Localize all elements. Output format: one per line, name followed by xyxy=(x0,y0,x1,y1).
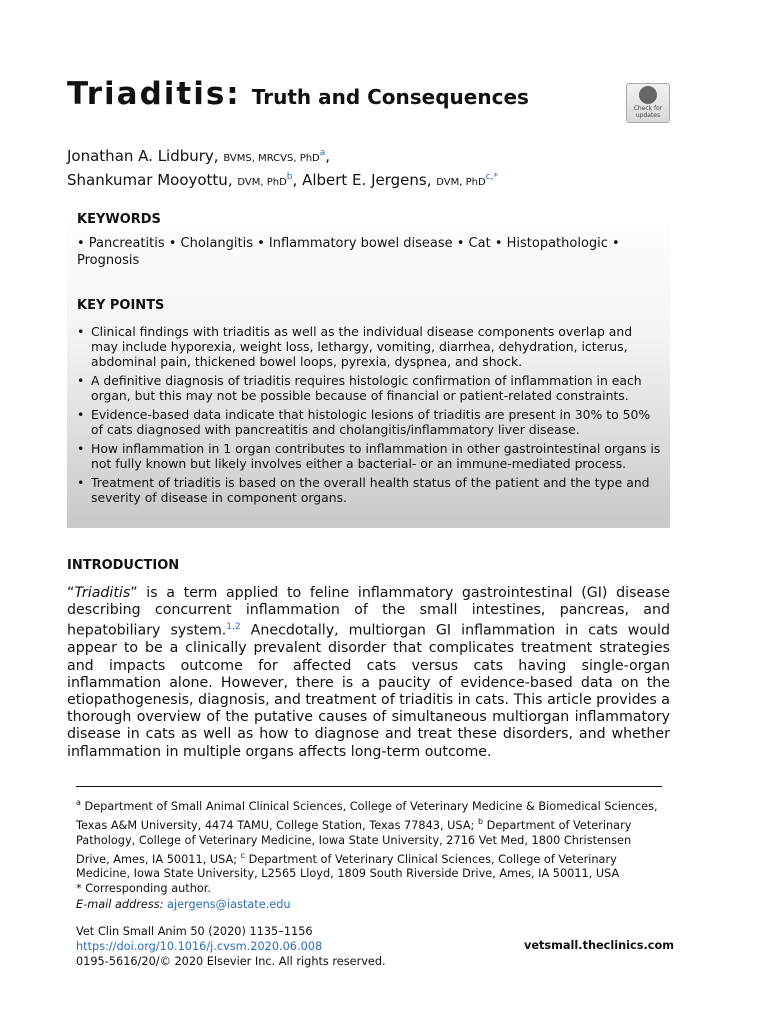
affiliation-a: Department of Small Animal Clinical Sciences, College of Veterinary Medicine & Biomedical Sciences, Texas A&M University, 4474 TAMU, College Station, Texas 77843, USA; xyxy=(76,799,658,832)
check-updates-icon xyxy=(639,86,657,104)
keywords-list: • Pancreatitis • Cholangitis • Inflammatory bowel disease • Cat • Histopathologic • Prognosis xyxy=(77,236,620,268)
title-main: Triaditis: xyxy=(67,76,241,112)
author-line-1: Jonathan A. Lidbury, BVMS, MRCVS, PhD$^a$, xyxy=(67,147,331,165)
email-label: E-mail address: xyxy=(76,898,164,911)
key-points-heading: KEY POINTS xyxy=(77,298,165,313)
key-points-list xyxy=(77,324,662,509)
introduction-heading: INTRODUCTION xyxy=(67,558,180,573)
introduction-paragraph: “Triaditis” is a term applied to feline inflammatory gastrointestinal (GI) disease describing concurrent inflammation of the small intestines, pancreas, and hepatobiliary system.$^{1,2}$ Anecdotally, multiorgan GI inflammation in cats would appear to be a clinically prevalent disorder that complicates treatment strategies and impacts outcome for affected cats versus cats having single-organ inflammation alone. However, there is a paucity of evidence-based data on the etiopathogenesis, diagnosis, and treatment of triaditis in cats. This article provides a thorough overview of the putative causes of simultaneous multiorgan inflammatory disease in cats as well as how to diagnose and treat these disorders, and whether inflammation in multiple organs affects long-term outcome. xyxy=(67,585,670,760)
term-triaditis: Triaditis xyxy=(74,585,131,601)
title-subtitle: Truth and Consequences xyxy=(251,85,529,109)
badge-line2: updates xyxy=(635,112,661,119)
author-name: Jonathan A. Lidbury, xyxy=(67,147,219,165)
badge-line1: Check for xyxy=(633,105,663,112)
author-degrees: DVM, PhD xyxy=(237,177,287,188)
key-point: • Clinical findings with triaditis as well as the individual disease components overlap and may include hyporexia, weight loss, lethargy, vomiting, diarrhea, dehydration, icterus, abdominal pain, thickened bowel loops, pyrexia, dyspnea, and shock. xyxy=(77,324,662,369)
intro-text-1: ” is a term applied to feline inflammatory gastrointestinal (GI) disease describing concurrent inflammation of the small intestines, pancreas, and hepatobiliary system. xyxy=(67,585,670,640)
affiliation-b: Department of Veterinary Pathology, College of Veterinary Medicine, Iowa State University, 2716 Vet Med, 1800 Christensen Drive, Ames, IA 50011, USA; xyxy=(76,818,632,866)
affiliations-footnote xyxy=(76,795,662,896)
affiliation-link[interactable]: a xyxy=(319,148,326,158)
affiliation-link[interactable]: c,* xyxy=(485,172,498,182)
doi-link[interactable]: https://doi.org/10.1016/j.cvsm.2020.06.008 xyxy=(76,940,323,953)
intro-text-2: Anecdotally, multiorgan GI inflammation in cats would appear to be a clinically prevalent disorder that complicates treatment strategies and impacts outcome for affected cats versus cats having single-organ inflammation alone. However, there is a paucity of evidence-based data on the etiopathogenesis, diagnosis, and treatment of triaditis in cats. This article provides a thorough overview of the putative causes of simultaneous multiorgan inflammatory disease in cats as well as how to diagnose and treat these disorders, and whether inflammation in multiple organs affects long-term outcome. xyxy=(67,623,670,760)
citation-block xyxy=(76,924,386,969)
copyright-line: 0195-5616/20/© 2020 Elsevier Inc. All rights reserved. xyxy=(76,955,386,968)
article-title xyxy=(67,76,529,112)
journal-website[interactable]: vetsmall.theclinics.com xyxy=(524,939,674,952)
author-name: Shankumar Mooyottu, xyxy=(67,171,233,189)
author-name: Albert E. Jergens, xyxy=(302,171,432,189)
author-degrees: BVMS, MRCVS, PhD xyxy=(223,153,320,164)
footnote-marker: a xyxy=(76,798,81,807)
footnote-divider xyxy=(76,786,662,787)
affiliation-c: Department of Veterinary Clinical Sciences, College of Veterinary Medicine, Iowa State University, L2565 Lloyd, 1809 South Riverside Drive, Ames, IA 50011, USA xyxy=(76,852,620,881)
author-list xyxy=(67,144,498,192)
check-for-updates-button[interactable] xyxy=(626,83,670,123)
footnote-marker: c xyxy=(240,850,245,860)
key-point: • A definitive diagnosis of triaditis requires histologic confirmation of inflammation in each organ, but this may not be possible because of financial or patient-related constraints. xyxy=(77,373,662,403)
corresponding-author-note: * Corresponding author. xyxy=(76,882,211,896)
footnote-marker: b xyxy=(477,816,484,826)
author-degrees: DVM, PhD xyxy=(436,177,486,188)
key-point: • Evidence-based data indicate that histologic lesions of triaditis are present in 30% to 50% of cats diagnosed with pancreatitis and cholangitis/inflammatory liver disease. xyxy=(77,407,662,437)
keywords-heading: KEYWORDS xyxy=(77,212,161,227)
key-point: • How inflammation in 1 organ contributes to inflammation in other gastrointestinal organs is not fully known but likely involves either a bacterial- or an immune-mediated process. xyxy=(77,441,662,471)
email-link[interactable]: ajergens@iastate.edu xyxy=(167,898,291,911)
email-line xyxy=(76,898,291,911)
key-point: • Treatment of triaditis is based on the overall health status of the patient and the type and severity of disease in component organs. xyxy=(77,475,662,505)
reference-link[interactable]: 1,2 xyxy=(226,622,241,633)
keywords-keypoints-box xyxy=(67,205,670,528)
journal-citation: Vet Clin Small Anim 50 (2020) 1135–1156 xyxy=(76,925,313,938)
author-line-2: Shankumar Mooyottu, DVM, PhD$^b$, Albert E. Jergens, DVM, PhD$^{c,*}$ xyxy=(67,171,498,189)
affiliation-link[interactable]: b xyxy=(286,172,293,182)
